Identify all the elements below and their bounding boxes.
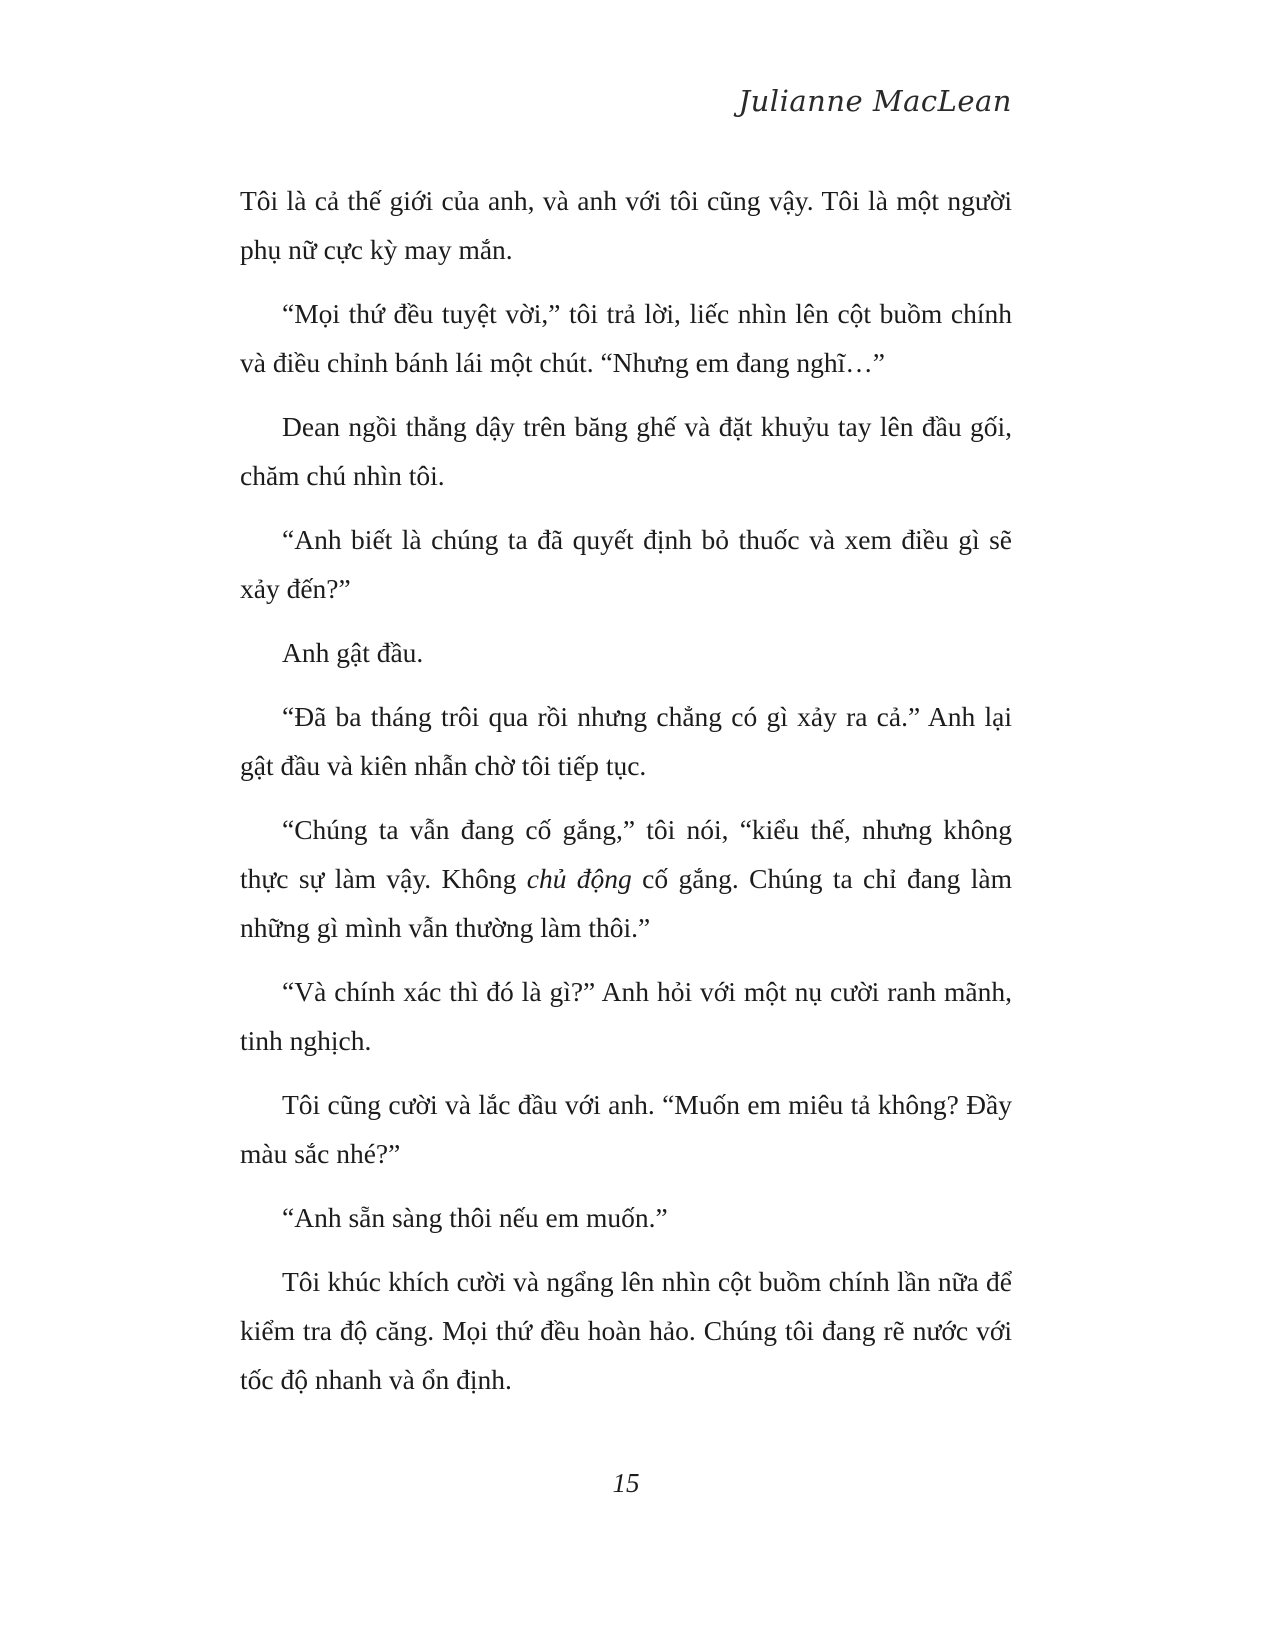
running-header-author: Julianne MacLean <box>738 84 1012 118</box>
paragraph <box>240 515 1012 613</box>
body-paragraphs <box>240 176 1012 1404</box>
paragraph <box>240 176 1012 274</box>
text-run: Tôi là cả thế giới của anh, và anh với tôi cũng vậy. Tôi là một người phụ nữ cực kỳ may mắn. <box>240 185 1012 265</box>
page-number: 15 <box>612 1468 640 1498</box>
paragraph <box>240 1193 1012 1242</box>
paragraph <box>240 628 1012 677</box>
text-run: “Và chính xác thì đó là gì?” Anh hỏi với một nụ cười ranh mãnh, tinh nghịch. <box>240 976 1012 1056</box>
paragraph <box>240 289 1012 387</box>
text-run: Tôi khúc khích cười và ngẩng lên nhìn cột buồm chính lần nữa để kiểm tra độ căng. Mọi thứ đều hoàn hảo. Chúng tôi đang rẽ nước với tốc độ nhanh và ổn định. <box>240 1266 1012 1395</box>
paragraph <box>240 1080 1012 1178</box>
text-run: cố gắng. Chúng ta chỉ đang làm những gì mình vẫn thường làm thôi.” <box>240 863 1013 943</box>
paragraph <box>240 967 1012 1065</box>
text-run: “Mọi thứ đều tuyệt vời,” tôi trả lời, liếc nhìn lên cột buồm chính và điều chỉnh bánh lái một chút. “Nhưng em đang nghĩ…” <box>240 298 1012 378</box>
text-run: “Anh sẵn sàng thôi nếu em muốn.” <box>282 1202 668 1233</box>
text-run: “Chúng ta vẫn đang cố gắng,” tôi nói, “kiểu thế, nhưng không thực sự làm vậy. Không <box>240 814 1012 894</box>
paragraph <box>240 805 1012 952</box>
text-run: Anh gật đầu. <box>282 637 424 668</box>
emphasized-text: chủ động <box>526 863 632 894</box>
text-column <box>240 0 1012 1419</box>
paragraph <box>240 402 1012 500</box>
paragraph <box>240 1257 1012 1404</box>
text-run: “Đã ba tháng trôi qua rồi nhưng chẳng có gì xảy ra cả.” Anh lại gật đầu và kiên nhẫn chờ tôi tiếp tục. <box>240 701 1012 781</box>
text-run: Tôi cũng cười và lắc đầu với anh. “Muốn em miêu tả không? Đầy màu sắc nhé?” <box>240 1089 1012 1169</box>
paragraph <box>240 692 1012 790</box>
text-run: “Anh biết là chúng ta đã quyết định bỏ thuốc và xem điều gì sẽ xảy đến?” <box>240 524 1012 604</box>
text-run: Dean ngồi thẳng dậy trên băng ghế và đặt khuỷu tay lên đầu gối, chăm chú nhìn tôi. <box>240 411 1012 491</box>
